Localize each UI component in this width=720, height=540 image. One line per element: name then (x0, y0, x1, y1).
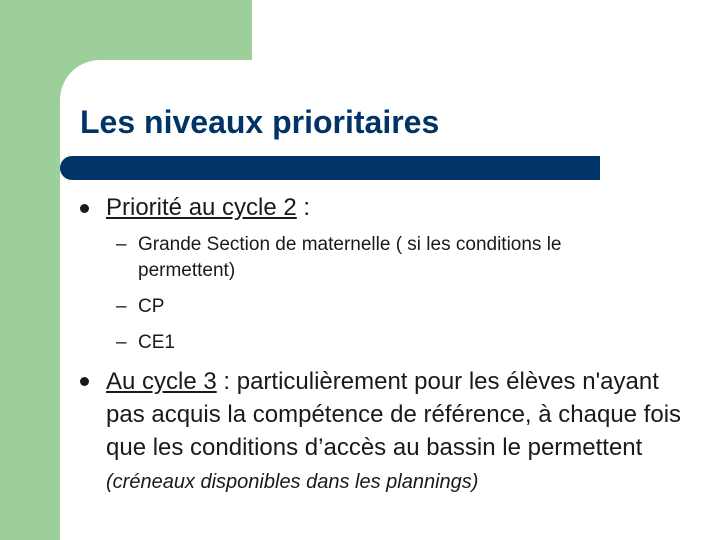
subitem-grande-section-cont: permettent) (138, 260, 236, 281)
bullet-dot-icon (80, 204, 89, 213)
cycle-3-link-text: Au cycle 3 (106, 368, 217, 395)
slide-title: Les niveaux prioritaires (80, 104, 440, 140)
bullet-cycle-2-text (106, 192, 310, 224)
cycle-2-suffix: : (296, 194, 311, 221)
dash-icon: – (116, 296, 127, 317)
bullet-cycle-3-text (106, 365, 696, 499)
subitem-grande-section: Grande Section de maternelle ( si les conditions le (138, 234, 562, 255)
subitem-ce1: CE1 (138, 332, 175, 353)
title-underline-bar (60, 156, 600, 180)
cycle-3-body: : particulièrement pour les élèves n'ayant pas acquis la compétence de référence, à chaque fois que les conditions d’accès au bassin le permettent (106, 368, 682, 461)
cycle-2-link-text: Priorité au cycle 2 (106, 194, 297, 221)
bullet-dot-icon (80, 377, 89, 386)
subitem-cp: CP (138, 296, 165, 317)
cycle-3-note: (créneaux disponibles dans les plannings) (106, 471, 479, 493)
dash-icon: – (116, 332, 127, 353)
dash-icon: – (116, 234, 127, 255)
